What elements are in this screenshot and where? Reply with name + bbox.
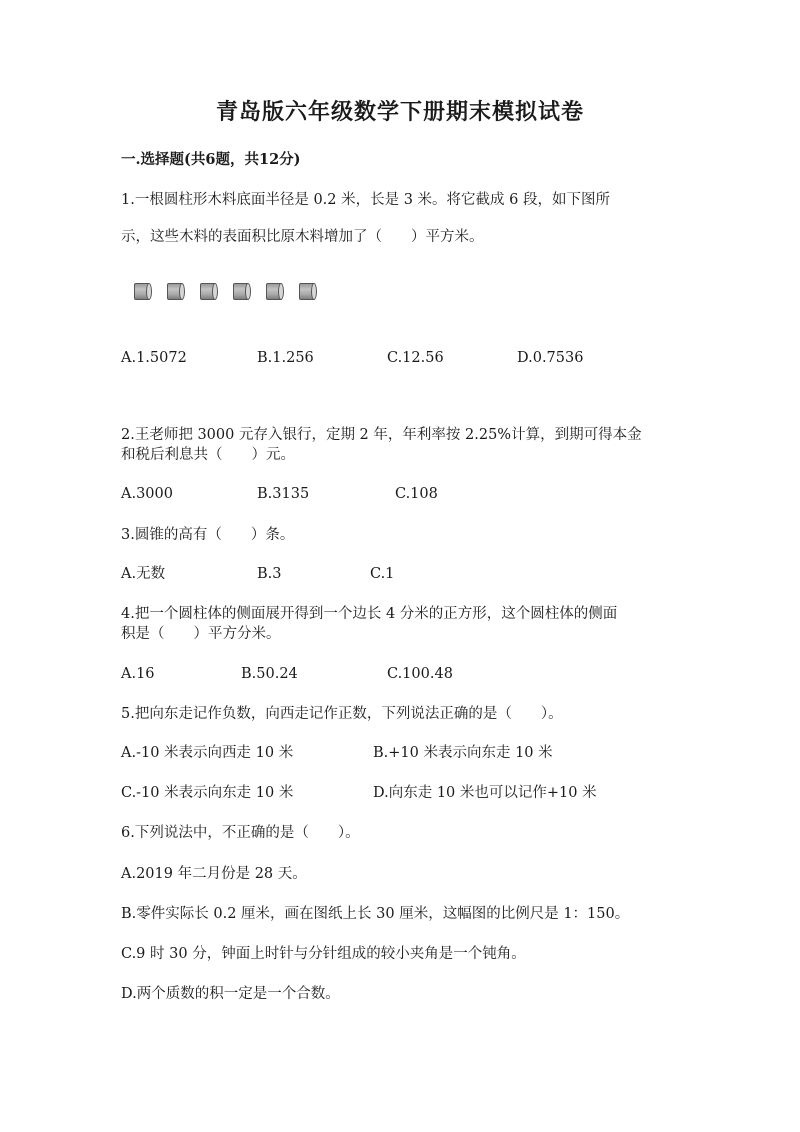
log-piece-icon [198, 283, 218, 300]
page-title: 青岛版六年级数学下册期末模拟试卷 [215, 99, 584, 125]
q1-option-c[interactable]: C.12.56 [387, 350, 444, 366]
q6-option-c[interactable]: C.9 时 30 分，钟面上时针与分针组成的较小夹角是一个钝角。 [121, 946, 526, 962]
q2-option-c[interactable]: C.108 [395, 486, 438, 502]
q6-option-b[interactable]: B.零件实际长 0.2 厘米，画在图纸上长 30 厘米，这幅图的比例尺是 1：150。 [121, 906, 630, 922]
q4-option-a[interactable]: A.16 [121, 666, 155, 682]
q3-option-c[interactable]: C.1 [370, 566, 395, 582]
log-piece-icon [132, 283, 152, 300]
q5-option-b[interactable]: B.+10 米表示向东走 10 米 [373, 745, 553, 761]
q4-option-b[interactable]: B.50.24 [241, 666, 298, 682]
q2-option-a[interactable]: A.3000 [121, 486, 173, 502]
q6-option-a[interactable]: A.2019 年二月份是 28 天。 [121, 866, 307, 882]
question-2-line-1: 2.王老师把 3000 元存入银行，定期 2 年，年利率按 2.25%计算，到期可得本金 [121, 427, 642, 443]
q5-option-d[interactable]: D.向东走 10 米也可以记作+10 米 [373, 785, 597, 801]
log-piece-icon [264, 283, 284, 300]
log-piece-icon [297, 283, 317, 300]
q5-option-c[interactable]: C.-10 米表示向东走 10 米 [121, 785, 294, 801]
q6-option-d[interactable]: D.两个质数的积一定是一个合数。 [121, 986, 340, 1002]
question-4-line-1: 4.把一个圆柱体的侧面展开得到一个边长 4 分米的正方形，这个圆柱体的侧面 [121, 606, 618, 622]
log-piece-icon [231, 283, 251, 300]
question-4-line-2: 积是（ ）平方分米。 [121, 626, 281, 642]
question-2-line-2: 和税后利息共（ ）元。 [121, 447, 295, 463]
q3-option-b[interactable]: B.3 [257, 566, 282, 582]
q1-option-d[interactable]: D.0.7536 [517, 350, 584, 366]
section-heading: 一.选择题(共6题，共12分) [121, 151, 301, 168]
q2-option-b[interactable]: B.3135 [257, 486, 310, 502]
q1-option-b[interactable]: B.1.256 [257, 350, 314, 366]
question-5-line-1: 5.把向东走记作负数，向西走记作正数，下列说法正确的是（ ）。 [121, 706, 563, 722]
question-1-line-2: 示，这些木料的表面积比原木料增加了（ ）平方米。 [121, 229, 484, 245]
q5-option-a[interactable]: A.-10 米表示向西走 10 米 [121, 745, 294, 761]
question-3-line-1: 3.圆锥的高有（ ）条。 [121, 527, 295, 543]
q3-option-a[interactable]: A.无数 [121, 566, 166, 582]
log-piece-icon [165, 283, 185, 300]
question-6-line-1: 6.下列说法中，不正确的是（ ）。 [121, 825, 360, 841]
q1-option-a[interactable]: A.1.5072 [121, 350, 187, 366]
question-1-line-1: 1.一根圆柱形木料底面半径是 0.2 米，长是 3 米。将它截成 6 段，如下图所 [121, 192, 610, 208]
q4-option-c[interactable]: C.100.48 [387, 666, 453, 682]
